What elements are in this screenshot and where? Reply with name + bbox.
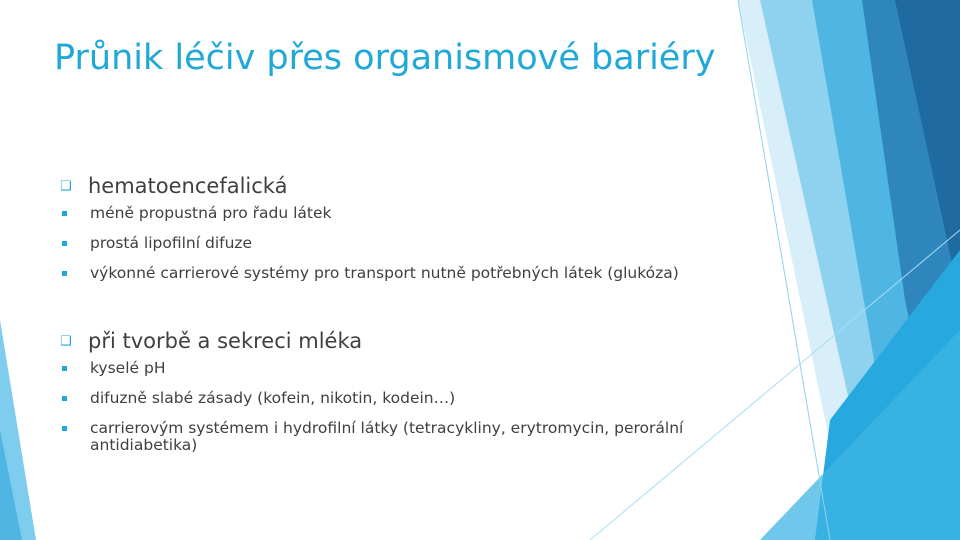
- list-item-text: kyselé pH: [90, 359, 166, 377]
- list-item-text: prostá lipofilní difuze: [90, 234, 253, 252]
- list-item: [60, 205, 740, 222]
- list-item: [60, 235, 740, 252]
- list-item: [60, 420, 740, 454]
- list-item: [60, 360, 740, 377]
- section-heading: [60, 172, 740, 200]
- section-heading-text: při tvorbě a sekreci mléka: [88, 329, 363, 353]
- slide-title: Průnik léčiv přes organismové bariéry: [54, 38, 716, 78]
- list-item: [60, 390, 740, 407]
- small-square-bullet-icon: [62, 271, 67, 276]
- list-item-text: méně propustná pro řadu látek: [90, 204, 332, 222]
- list-item-text: difuzně slabé zásady (kofein, nikotin, kodein…): [90, 389, 456, 407]
- list-item-text: výkonné carrierové systémy pro transport nutně potřebných látek (glukóza): [90, 264, 679, 282]
- small-square-bullet-icon: [62, 211, 67, 216]
- section-milk-secretion: [60, 327, 740, 454]
- bullet-list: [60, 360, 740, 454]
- hollow-square-bullet-icon: ❑: [60, 178, 72, 194]
- bullet-list: [60, 205, 740, 282]
- hollow-square-bullet-icon: ❑: [60, 333, 72, 349]
- section-heading: [60, 327, 740, 355]
- small-square-bullet-icon: [62, 396, 67, 401]
- small-square-bullet-icon: [62, 426, 67, 431]
- list-item-text: carrierovým systémem i hydrofilní látky (tetracykliny, erytromycin, perorální antidiabetika): [90, 419, 684, 454]
- small-square-bullet-icon: [62, 241, 67, 246]
- section-blood-brain-barrier: [60, 172, 740, 295]
- list-item: [60, 265, 740, 282]
- section-heading-text: hematoencefalická: [88, 174, 288, 198]
- small-square-bullet-icon: [62, 366, 67, 371]
